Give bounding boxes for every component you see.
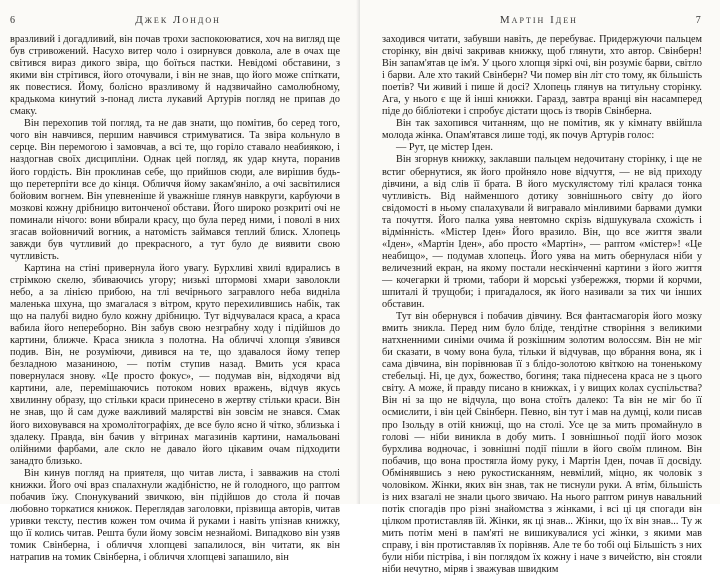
right-page [360,0,720,576]
left-running-head [10,14,340,34]
right-running-head [382,14,702,34]
paragraph: Картина на стіні привернула його увагу. Бурхливі хвилі вдирались в стрімкою скелю, збиваючись угору; низькі штормові хмари заволокли небо, а за лінією прибою, на тлі вечірнього загравлого неба видніла маленька шхуна, що змагалася з вітром, круто перехилившись набік, так що на палубі видно було кожну дрібницю. Тут відчувалася краса, а краса вабила його непереборно. Він забув свою незграбну ходу і підійшов до картини, ближче. Краса зникла з полотна. На обличчі хлопця з'явився подив. Він, не розуміючи, дивився на те, що здавалося йому тепер безладною мазаниною, — потім ступив назад. Вмить уся краса повернулася знову. «Це просто фокус», — подумав він, відходячи від картини, але, перемішаючись потоком нових вражень, відчув якусь хвилинну образу, що стільки краси принесено в жертву стільки краси. Він не знав, що й сам дуже важливий малярстві він зовсім не знався. Смак його виховувався на хромолітографіях, де все було ясно й чітко, зблизька і здалеку. Правда, він бачив у вітринах магазинів картини, намальовані олійними фарбами, але скло не давало його цікавим очам підходити занадто близько. [10,262,340,467]
author-running-title: Джек Лондон [135,14,221,26]
paragraph: Він згорнув книжку, заклавши пальцем недочитану сторінку, і ще не встиг обернутися, як його пройняло нове відчуття, — не від приходу дівчини, а від слів її брата. В його мускулястому тілі кралася тонка чутливість. Від найменшого дотику зовнішнього світу до його свідомості в ньому спалахували й вигравало мінливими барвами думки та почуття. Його палка уява невтомно скрізь відшукувала схожість і відмінність. «Містер Іден» Його вразило. Він, що все життя звали «Іден», «Мартін Іден», або просто «Мартін», — раптом «містер»! «Це неабищо», — подумав хлопець. Його уява на мить обернулася ніби у величезний екран, на якому постали нескінченні картини з його життя — кочегарки й трюми, табори й морські узбережжя, тюрми й корчми, шпиталі й трущоби; і пригадалося, як його називали за тих чи інших обставин. [382,154,702,311]
paragraph: — Рут, це містер Іден. [396,142,493,154]
left-body-text [10,34,340,564]
right-body-text [382,34,702,576]
paragraph: Він перехопив той погляд, та не дав знати, що помітив, бо серед того, чого він навчився, першим навчився стримуватися. Та звіра кольнуло в серце. Він перемогою і замовчав, а всі те, що горіло ставало неабиякою, і наздогнав своїх дисципліни. Однак цей погляд, як удар кнута, поранив його гордість. Він проклинав себе, що прийшов сюди, але вирішив будь-що перетерпіти все до кінця. Обличчя йому закам'яніло, а очі засвітилися бойовим вогнем. Він упевненіше й уважніше глянув навкруги, карбуючи в мозкові кожну дрібницю витонченої обстави. Його широко розкриті очі не поминали нічого: вони вбирали красу, що була перед ними, і поволі в них згасав войовничий вогник, а натомість займався теплий блиск. Хлопець завжди був чутливий до прекрасного, а тут було де виявити свою чутливість. [10,118,340,262]
paragraph: вразливий і догадливий, він почав трохи заспокоюватися, хоч на вигляд ще був стривожений. Насухо витер чоло і озирнувся довкола, але в очах ще світився вираз дикого звіра, що боїться пастки. Невідомі обставини, з якими він стрітився, його оточували, і він не знав, що його може спіткати, як повестися. Йому, болісно вразливому й надзвичайно самолюбному, крадькома кинутий з-понад листа лукавий Артурів погляд не припав до смаку. [10,34,340,118]
page-number: 6 [10,15,17,26]
paragraph: Тут він обернувся і побачив дівчину. Вся фантасмагорія його мозку вмить зникла. Перед ним було бліде, тендітне створіння з великими натхненними синіми очима й розкішним золотим волоссям. Він не міг би сказати, в чому вона була, тільки й відчував, що вбрання вона, як і сама дівчина, він порівнював її з блідо-золотою квіткою на тоненькому стебельці. Ні, це дух, божество, богиня; така піднесена краса не з цього світу. А може, й правду писано в книжках, і у вищих колах суспільства? Він ні за що не відчула, що вона стоїть далеко: Та він не міг бо її осмислити, і він цей Свінберн. Певно, він тут і мав на думці, коли писав про Ізольду в отій книжці, що на столі. Усе це за мить промайнуло в голові — ніби виникла в добу мить. І зовнішньої події його мозок бурхлива водночас, і зовнішні події пішли в його своїм плином. Він побачив, що вона простягла йому руку, і Мартін Іден, почав її досвіду. Обмінявшись з нею рукостисканням, невмілий, міцно, як чоловік з чоловіком. Жінки, яких він знав, так не тиснули руки. А втім, більшість із них взагалі не знали цього звичаю. На нього раптом ринув навальний потік спогадів про різні знайомства з жінками, і всі ці ця спогади він цілком протиставляв їй. Жінки, як ці знав... Жінки, що їх він знав... Ту ж мить потім мені в пам'яті не вишикувалися усі жінки, з якими мав справу, і він протиставляв їх порівняв. Але те бо тобі оці Більшість з них були ніби пістріва, і він поглядом їх кожну і наче з вичейстю, він стояли ніби нечутно, міряв і зважував швидким [382,311,702,576]
left-page [0,0,360,564]
page-number: 7 [695,15,702,26]
book-running-title: Мартін Іден [499,14,578,26]
paragraph: Він так захопився читанням, що не помітив, як у кімнату ввійшла молода жінка. Опам'ятався лише тоді, як почув Артурів голос: [382,118,702,142]
paragraph: заходився читати, забувши навіть, де перебуває. Придержуючи пальцем сторінку, він двічі закривав книжку, щоб глянути, хто автор. Свінберн! Він запам'ятав це ім'я. У цього хлопця зіркі очі, він розуміє барви, світло і барви. Але хто такий Свінберн? Чи помер він літ сто тому, як більшість поетів? Чи живий і пише й досі? Хлопець глянув на титульну сторінку. Ага, у нього є ще й інші книжки. Гаразд, завтра вранці він насамперед піде до бібліотеки і спробує дістати щось із творів Свінберна. [382,34,702,118]
paragraph: Він кинув погляд на приятеля, що читав листа, і завважив на столі книжки. Його очі враз спалахнули жадібністю, не й голодного, що раптом побачив їжу. Спонукуваний звичкою, він підійшов до стола й почав любовно торкатися книжок. Переглядав заголовки, прізвища авторів, читав уривки тексту, пестив кожен том очима й руками і навіть упізнав книжку, що її колись читав. Решта були йому зовсім незнайомі. Випадково він узяв томик Свінберна, і обличчя хлопцеві запалилося, він читати, як він натрапив на томик Свінберна, і обличчя хлопцеві запашило, він [10,467,340,564]
